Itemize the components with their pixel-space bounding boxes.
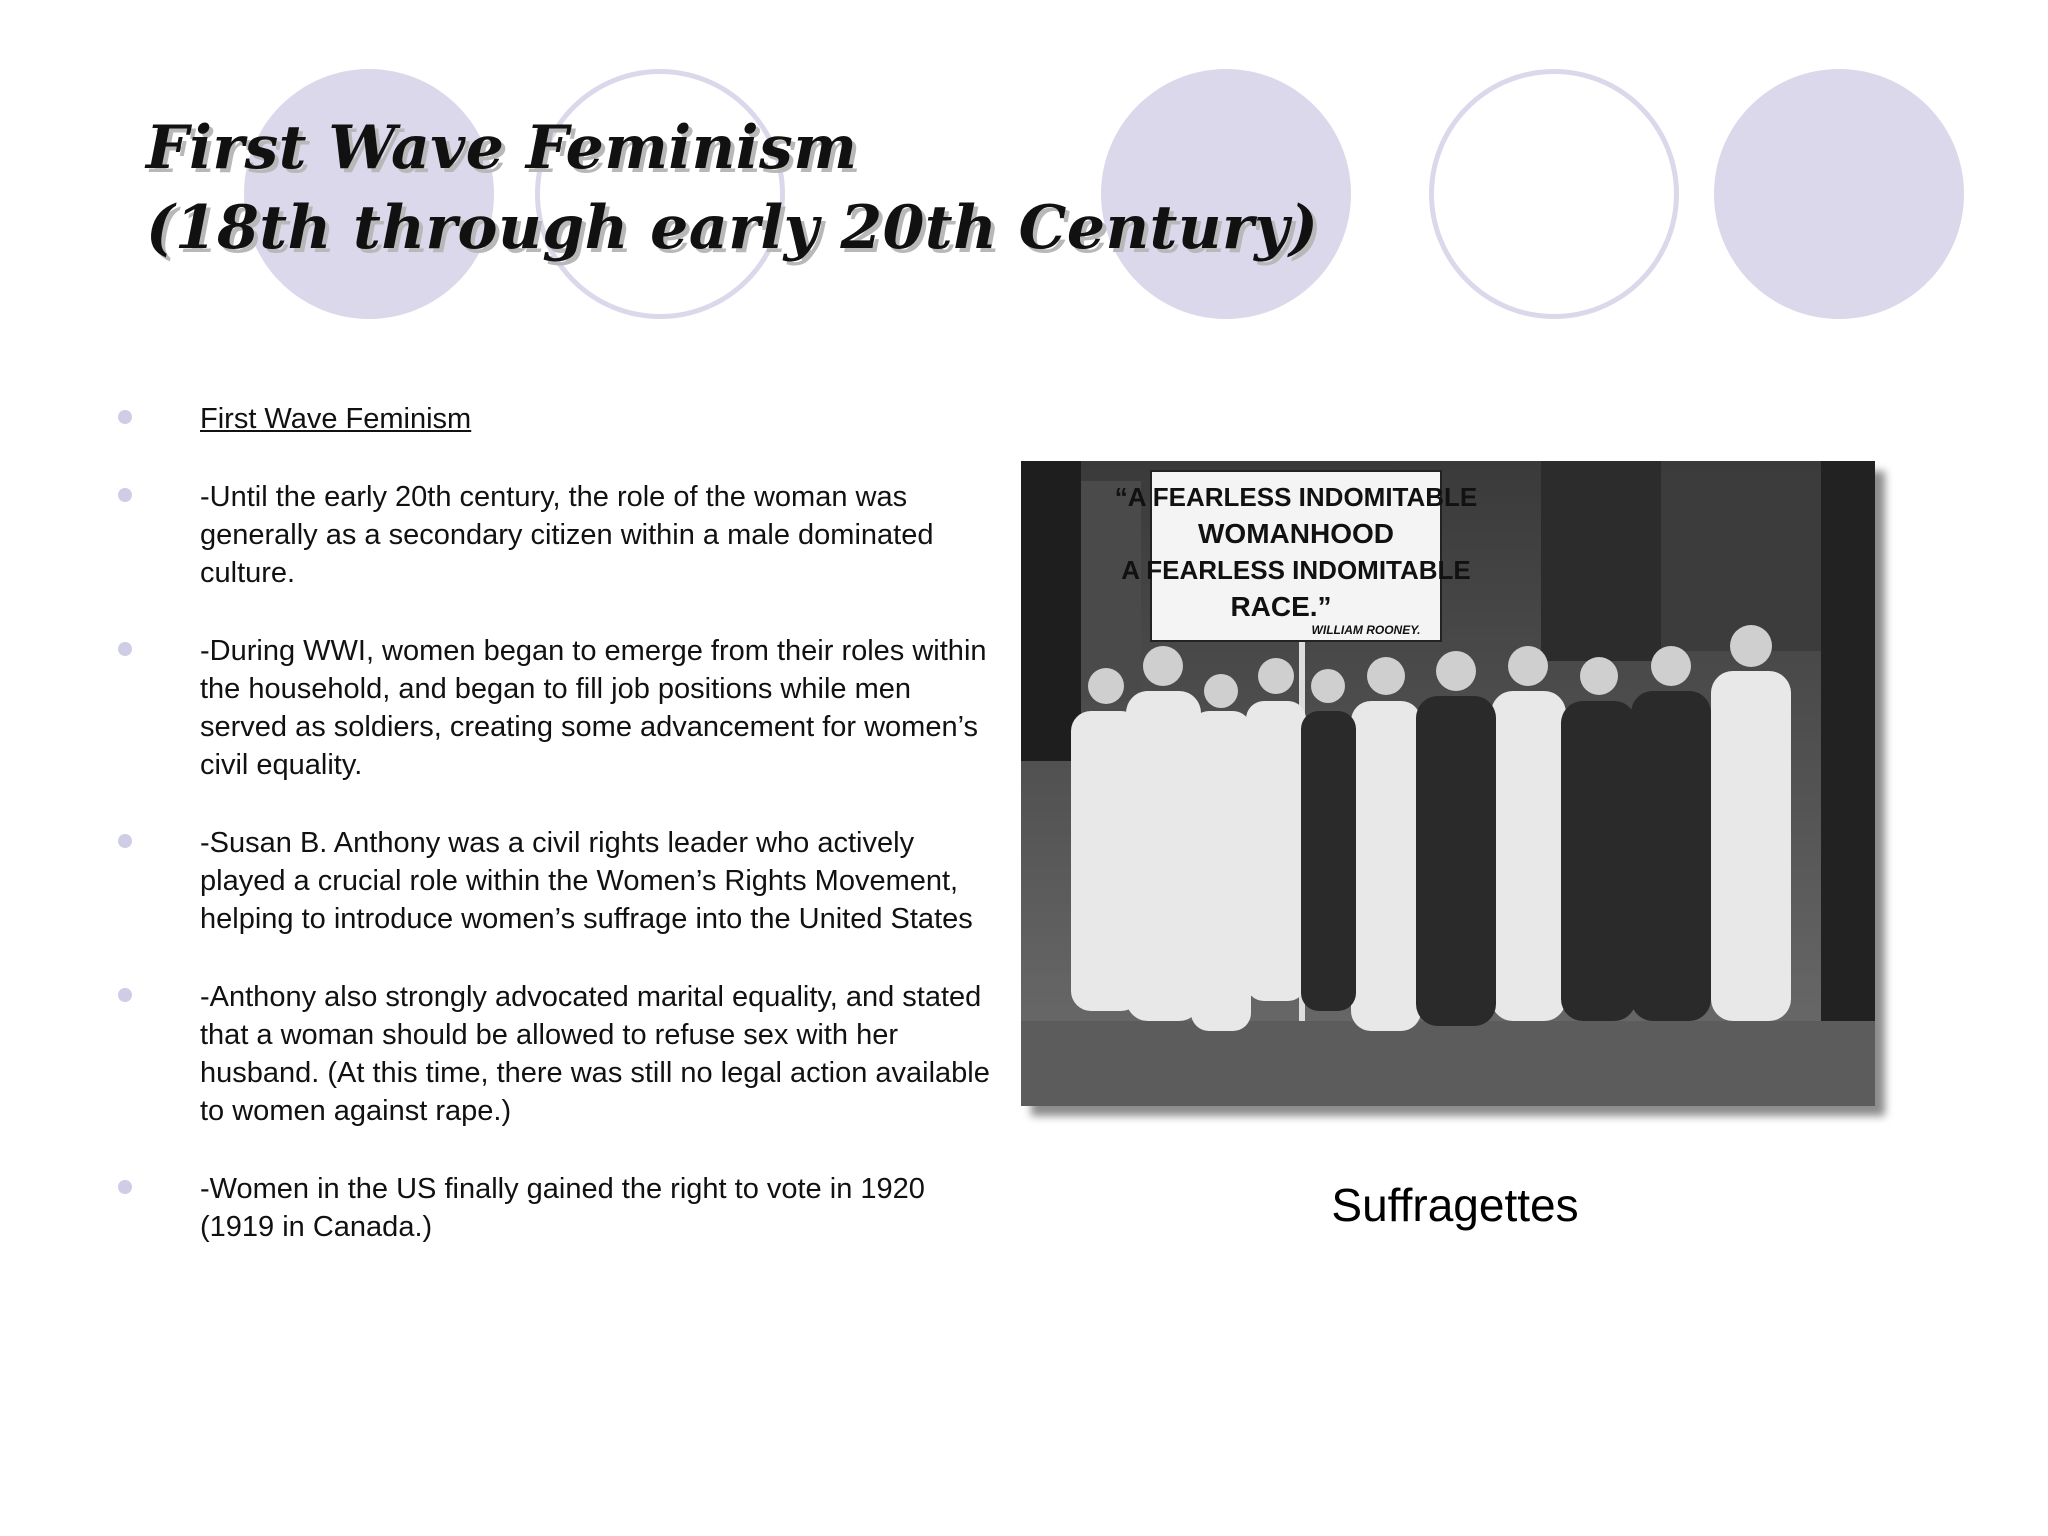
bullet-icon xyxy=(118,988,132,1002)
sign-line-3: A FEARLESS INDOMITABLE xyxy=(1121,555,1471,585)
bullet-icon xyxy=(118,1180,132,1194)
bullet-list xyxy=(118,400,998,1286)
bullet-icon xyxy=(118,488,132,502)
decorative-circle-filled xyxy=(1714,69,1964,319)
bullet-item xyxy=(118,1170,998,1246)
bullet-text: -During WWI, women began to emerge from their roles within the household, and began to fill job positions while men served as soldiers, creating some advancement for women’s civil equality. xyxy=(200,635,987,781)
slide-title-line-1: First Wave Feminism xyxy=(146,113,858,183)
slide-title xyxy=(146,108,1318,268)
bullet-icon xyxy=(118,834,132,848)
bullet-item xyxy=(118,400,998,438)
sign-attribution: WILLIAM ROONEY. xyxy=(1311,623,1421,637)
bullet-text: -Women in the US finally gained the right to vote in 1920 (1919 in Canada.) xyxy=(200,1173,925,1243)
sign-line-4: RACE.” xyxy=(1230,591,1332,622)
bullet-icon xyxy=(118,410,132,424)
decorative-circle-ring xyxy=(1429,69,1679,319)
bullet-item xyxy=(118,978,998,1130)
bullet-text: -Susan B. Anthony was a civil rights leader who actively played a crucial role within the Women’s Rights Movement, helping to introduce women’s suffrage into the United States xyxy=(200,827,973,935)
bullet-item xyxy=(118,632,998,784)
sign-line-1: “A FEARLESS INDOMITABLE xyxy=(1114,482,1478,512)
bullet-icon xyxy=(118,642,132,656)
bullet-item xyxy=(118,478,998,592)
slide-title-line-2: (18th through early 20th Century) xyxy=(146,193,1319,263)
bullet-item xyxy=(118,824,998,938)
bullet-text: -Anthony also strongly advocated marital equality, and stated that a woman should be allowed to refuse sex with her husband. (At this time, there was still no legal action available to women against rape.) xyxy=(200,981,990,1127)
sign-line-2: WOMANHOOD xyxy=(1198,518,1394,549)
bullet-text: -Until the early 20th century, the role of the woman was generally as a secondary citizen within a male dominated culture. xyxy=(200,481,934,589)
bullet-heading: First Wave Feminism xyxy=(200,403,472,435)
suffragettes-photo xyxy=(1021,461,1875,1106)
photo-caption: Suffragettes xyxy=(1331,1179,1579,1231)
